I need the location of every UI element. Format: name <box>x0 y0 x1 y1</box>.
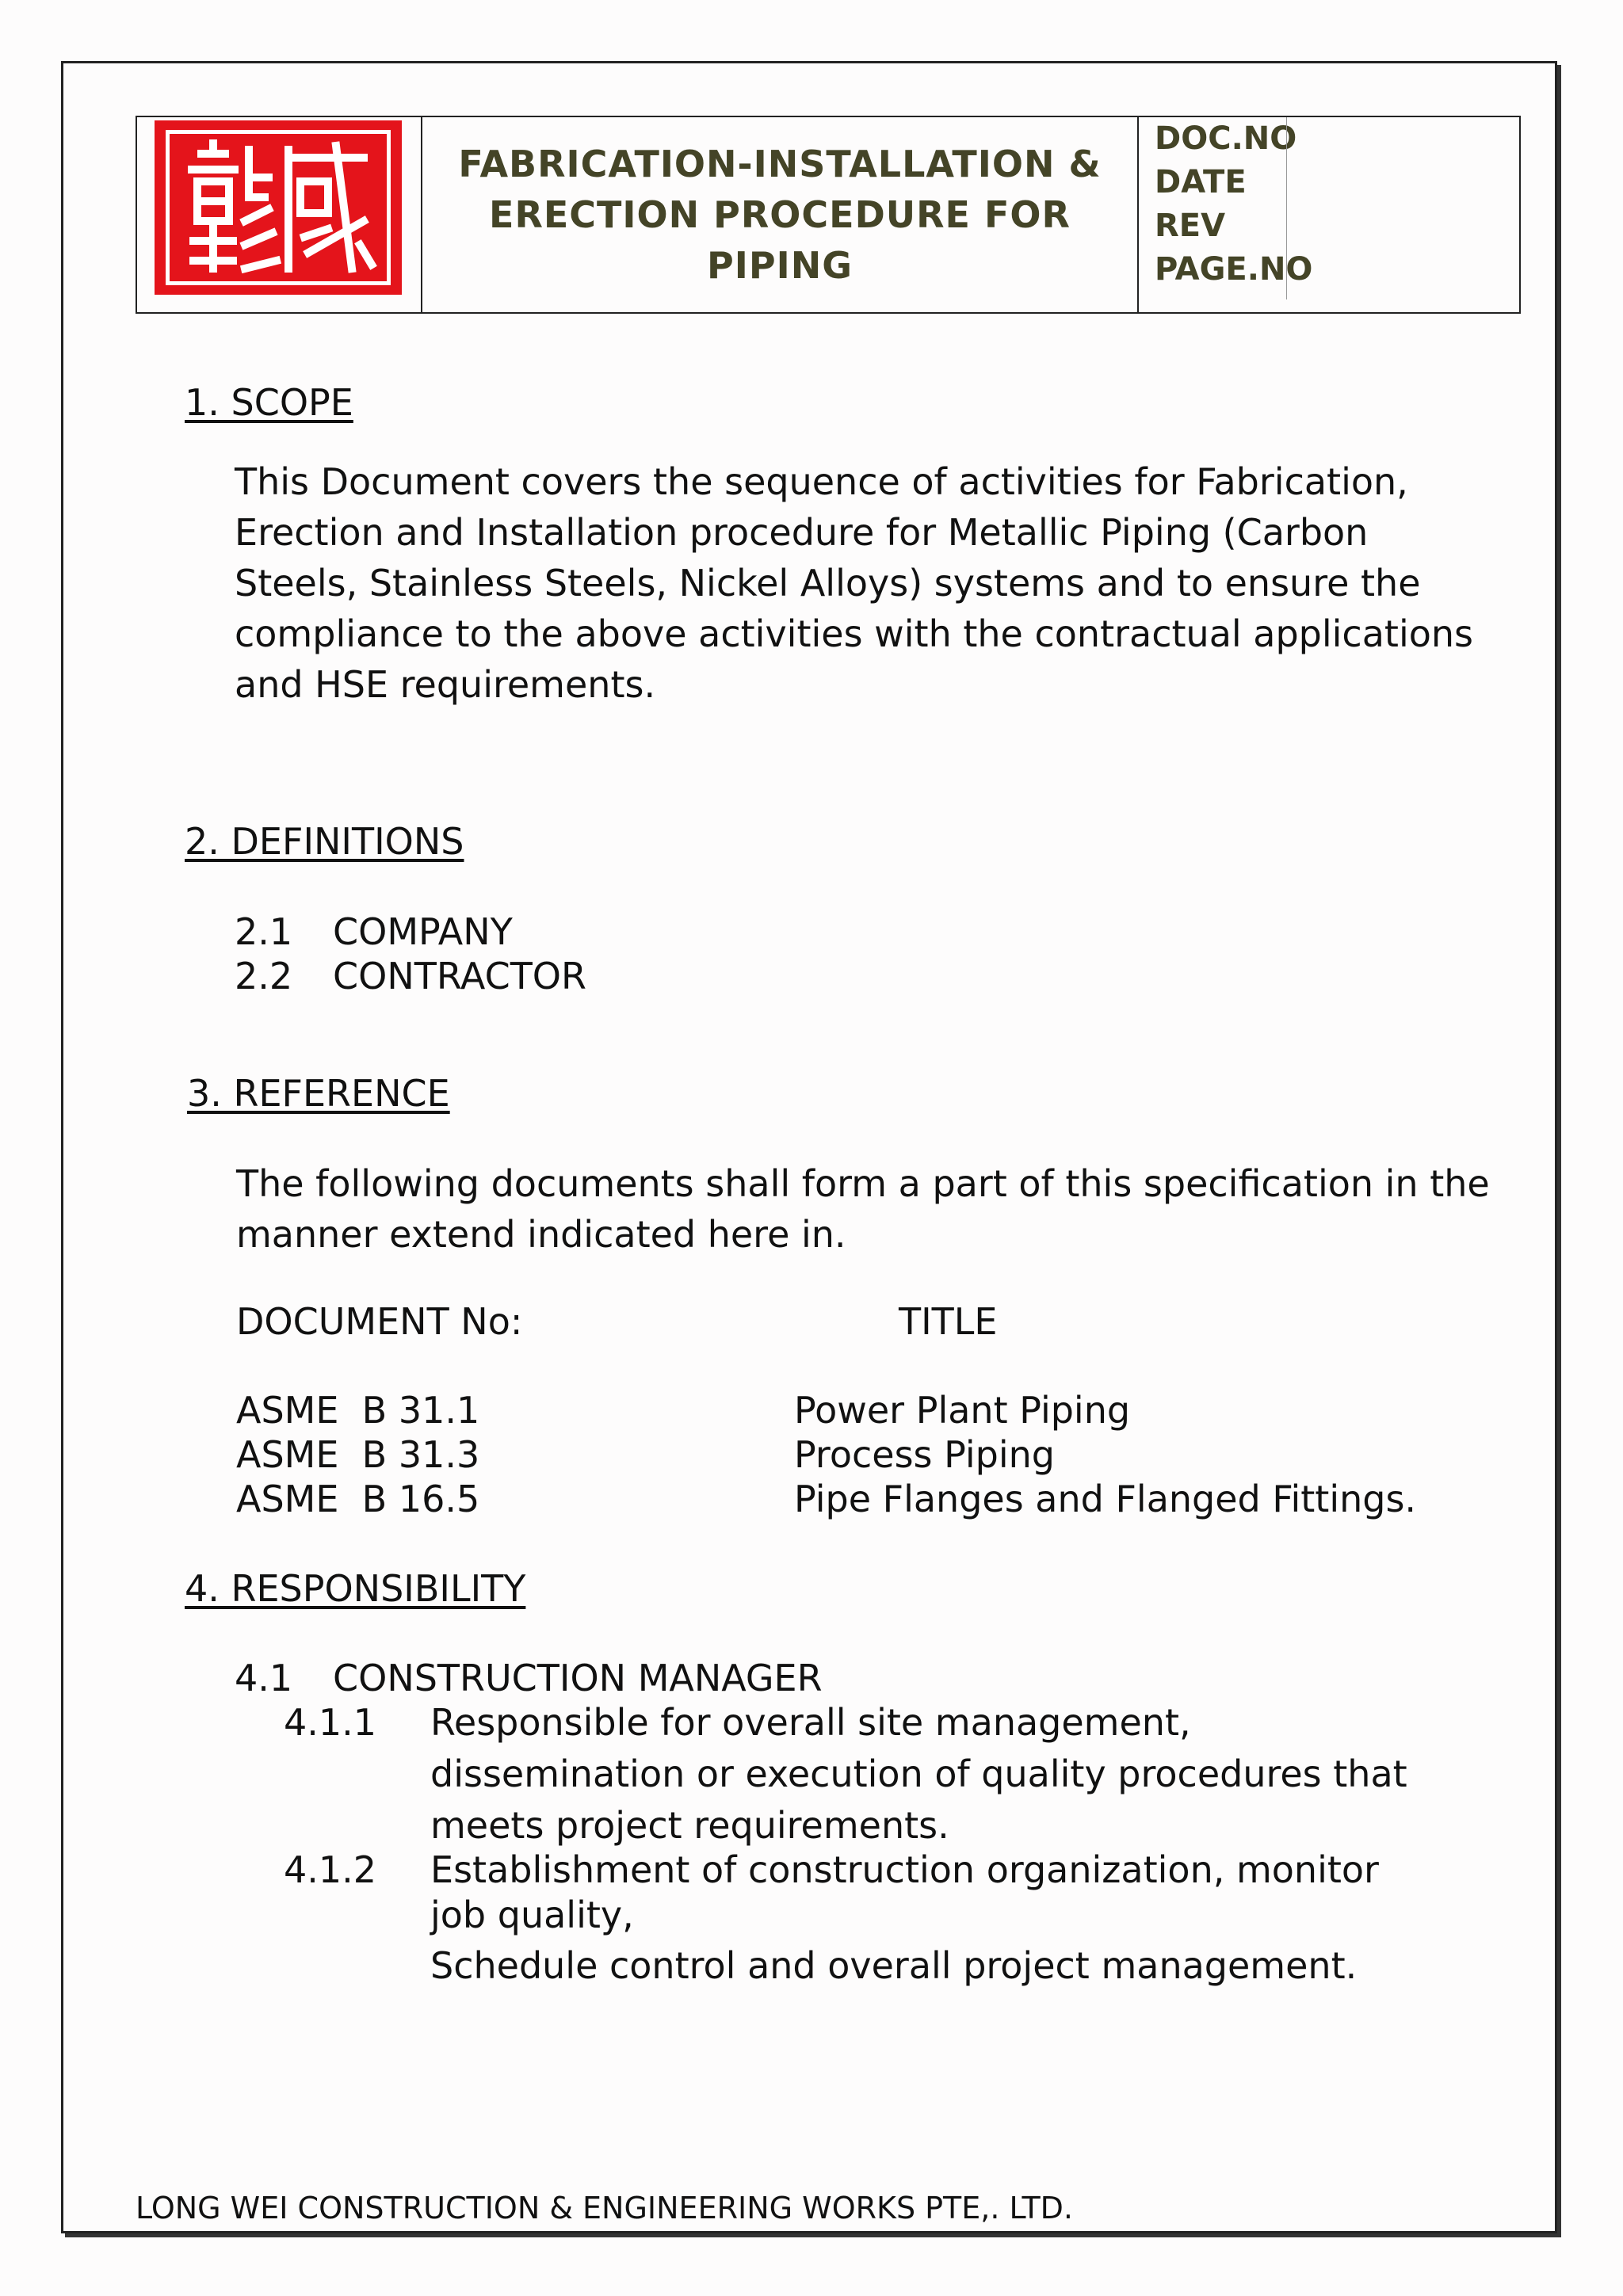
reference-doc: ASME B 16.5 <box>236 1478 480 1520</box>
responsibility-sub-num: 4.1 <box>235 1657 293 1699</box>
meta-rev: REV <box>1155 208 1226 244</box>
reference-heading: 3. REFERENCE <box>187 1072 450 1115</box>
reference-title: Pipe Flanges and Flanged Fittings. <box>794 1478 1417 1520</box>
reference-title: Power Plant Piping <box>794 1389 1131 1432</box>
scope-text: This Document covers the sequence of activities for Fabrication, Erection and Installation procedure for Metallic Piping (Carbon Steels, Stainless Steels, Nickel Alloys) systems and to ensure the compliance to the above activities with the contractual applications and HSE requirements. <box>235 460 1473 706</box>
responsibility-item-line: Schedule control and overall project management. <box>430 1944 1358 1987</box>
responsibility-heading: 4. RESPONSIBILITY <box>185 1567 526 1610</box>
title-line: FABRICATION-INSTALLATION & <box>458 143 1102 185</box>
company-logo <box>155 120 402 295</box>
reference-doc: ASME B 31.3 <box>236 1433 480 1476</box>
scope-heading: 1. SCOPE <box>185 381 353 424</box>
title-line: ERECTION PROCEDURE FOR <box>489 193 1071 236</box>
reference-intro: The following documents shall form a part of this specification in the manner extend indicated here in. <box>236 1162 1490 1256</box>
definition-company: COMPANY <box>333 910 513 953</box>
logo-seal-characters <box>170 134 387 281</box>
meta-divider <box>1286 117 1287 299</box>
document-header <box>136 116 1521 314</box>
title-line: PIPING <box>707 244 853 287</box>
reference-title: Process Piping <box>794 1433 1055 1476</box>
document-meta <box>1139 117 1519 312</box>
responsibility-sub-label: CONSTRUCTION MANAGER <box>333 1657 823 1699</box>
responsibility-item-line: dissemination or execution of quality procedures that <box>430 1753 1407 1795</box>
meta-date: DATE <box>1155 164 1247 200</box>
definitions-heading: 2. DEFINITIONS <box>185 820 464 863</box>
meta-doc-no: DOC.NO <box>1155 120 1297 157</box>
responsibility-item-num: 4.1.1 <box>284 1701 377 1744</box>
meta-page-no: PAGE.NO <box>1155 251 1313 288</box>
title-cell <box>422 117 1139 312</box>
reference-doc: ASME B 31.1 <box>236 1389 480 1432</box>
responsibility-item-line: Responsible for overall site management, <box>430 1701 1191 1744</box>
company-footer: LONG WEI CONSTRUCTION & ENGINEERING WORKS PTE,. LTD. <box>136 2191 1074 2225</box>
logo-cell <box>137 117 422 312</box>
reference-col-doc: DOCUMENT No: <box>236 1300 523 1343</box>
responsibility-item-line: job quality, <box>430 1894 634 1936</box>
definition-contractor: CONTRACTOR <box>333 955 586 997</box>
responsibility-item-num: 4.1.2 <box>284 1848 377 1891</box>
document-title <box>458 139 1101 291</box>
responsibility-item-line: Establishment of construction organization, monitor <box>430 1848 1379 1891</box>
reference-col-title: TITLE <box>899 1300 998 1343</box>
definition-num: 2.2 <box>235 955 293 997</box>
responsibility-item-line: meets project requirements. <box>430 1804 949 1847</box>
definition-num: 2.1 <box>235 910 293 953</box>
